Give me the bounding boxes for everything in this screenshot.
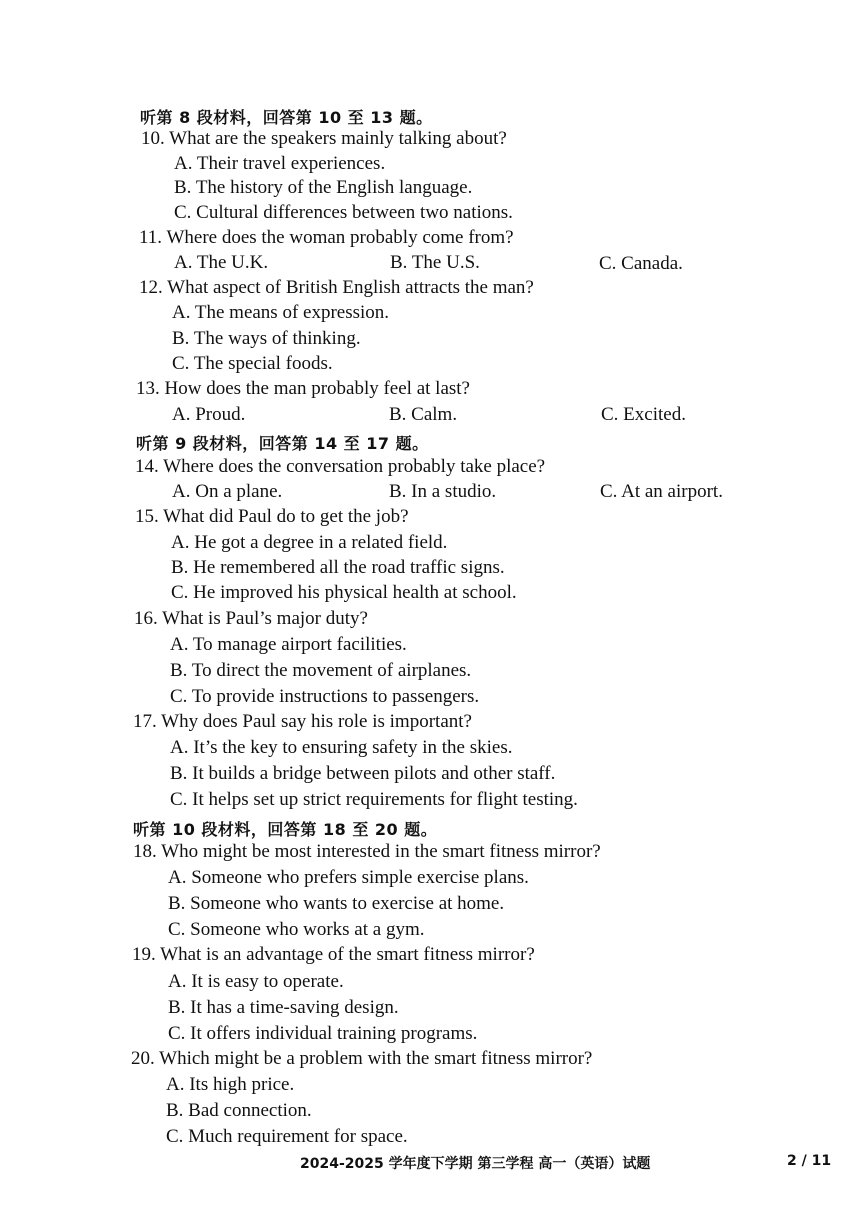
option-10a: A. Their travel experiences. [174, 153, 386, 174]
option-10c: C. Cultural differences between two nations. [174, 202, 513, 223]
option-19b: B. It has a time-saving design. [168, 997, 399, 1018]
option-19a: A. It is easy to operate. [168, 971, 344, 992]
section-heading-10: 听第 10 段材料，回答第 18 至 20 题。 [133, 820, 438, 839]
option-15c: C. He improved his physical health at school. [171, 582, 517, 603]
page-number: 2 / 11 [787, 1153, 832, 1169]
option-12a: A. The means of expression. [172, 302, 390, 323]
page-footer-title: 2024-2025 学年度下学期 第三学程 高一（英语）试题 [300, 1156, 651, 1172]
question-14: 14. Where does the conversation probably take place? [135, 456, 546, 477]
option-13a: A. Proud. [172, 404, 246, 425]
option-11a: A. The U.K. [174, 252, 269, 273]
option-18a: A. Someone who prefers simple exercise plans. [168, 867, 529, 888]
option-18b: B. Someone who wants to exercise at home. [168, 893, 505, 914]
option-11c: C. Canada. [599, 253, 683, 274]
option-17a: A. It’s the key to ensuring safety in the skies. [170, 737, 513, 758]
section-heading-8: 听第 8 段材料，回答第 10 至 13 题。 [140, 108, 433, 127]
option-11b: B. The U.S. [390, 252, 480, 273]
option-14b: B. In a studio. [389, 481, 497, 502]
option-20c: C. Much requirement for space. [166, 1126, 408, 1147]
option-14a: A. On a plane. [172, 481, 283, 502]
option-15b: B. He remembered all the road traffic signs. [171, 557, 505, 578]
option-13b: B. Calm. [389, 404, 458, 425]
question-13: 13. How does the man probably feel at last? [136, 378, 470, 399]
option-12c: C. The special foods. [172, 353, 333, 374]
option-16b: B. To direct the movement of airplanes. [170, 660, 472, 681]
section-heading-9: 听第 9 段材料，回答第 14 至 17 题。 [136, 434, 429, 453]
question-20: 20. Which might be a problem with the smart fitness mirror? [131, 1048, 593, 1069]
question-19: 19. What is an advantage of the smart fitness mirror? [132, 944, 535, 965]
option-14c: C. At an airport. [600, 481, 723, 502]
question-17: 17. Why does Paul say his role is important? [133, 711, 472, 732]
option-15a: A. He got a degree in a related field. [171, 532, 448, 553]
question-11: 11. Where does the woman probably come from? [139, 227, 514, 248]
question-15: 15. What did Paul do to get the job? [135, 506, 409, 527]
option-16a: A. To manage airport facilities. [170, 634, 407, 655]
option-19c: C. It offers individual training programs. [168, 1023, 478, 1044]
question-18: 18. Who might be most interested in the smart fitness mirror? [133, 841, 601, 862]
option-17c: C. It helps set up strict requirements for flight testing. [170, 789, 578, 810]
option-16c: C. To provide instructions to passengers. [170, 686, 480, 707]
question-16: 16. What is Paul’s major duty? [134, 608, 368, 629]
option-20b: B. Bad connection. [166, 1100, 312, 1121]
option-12b: B. The ways of thinking. [172, 328, 361, 349]
option-18c: C. Someone who works at a gym. [168, 919, 425, 940]
option-10b: B. The history of the English language. [174, 177, 473, 198]
option-17b: B. It builds a bridge between pilots and other staff. [170, 763, 556, 784]
option-20a: A. Its high price. [166, 1074, 295, 1095]
question-10: 10. What are the speakers mainly talking about? [141, 128, 507, 149]
question-12: 12. What aspect of British English attracts the man? [139, 277, 534, 298]
option-13c: C. Excited. [601, 404, 686, 425]
